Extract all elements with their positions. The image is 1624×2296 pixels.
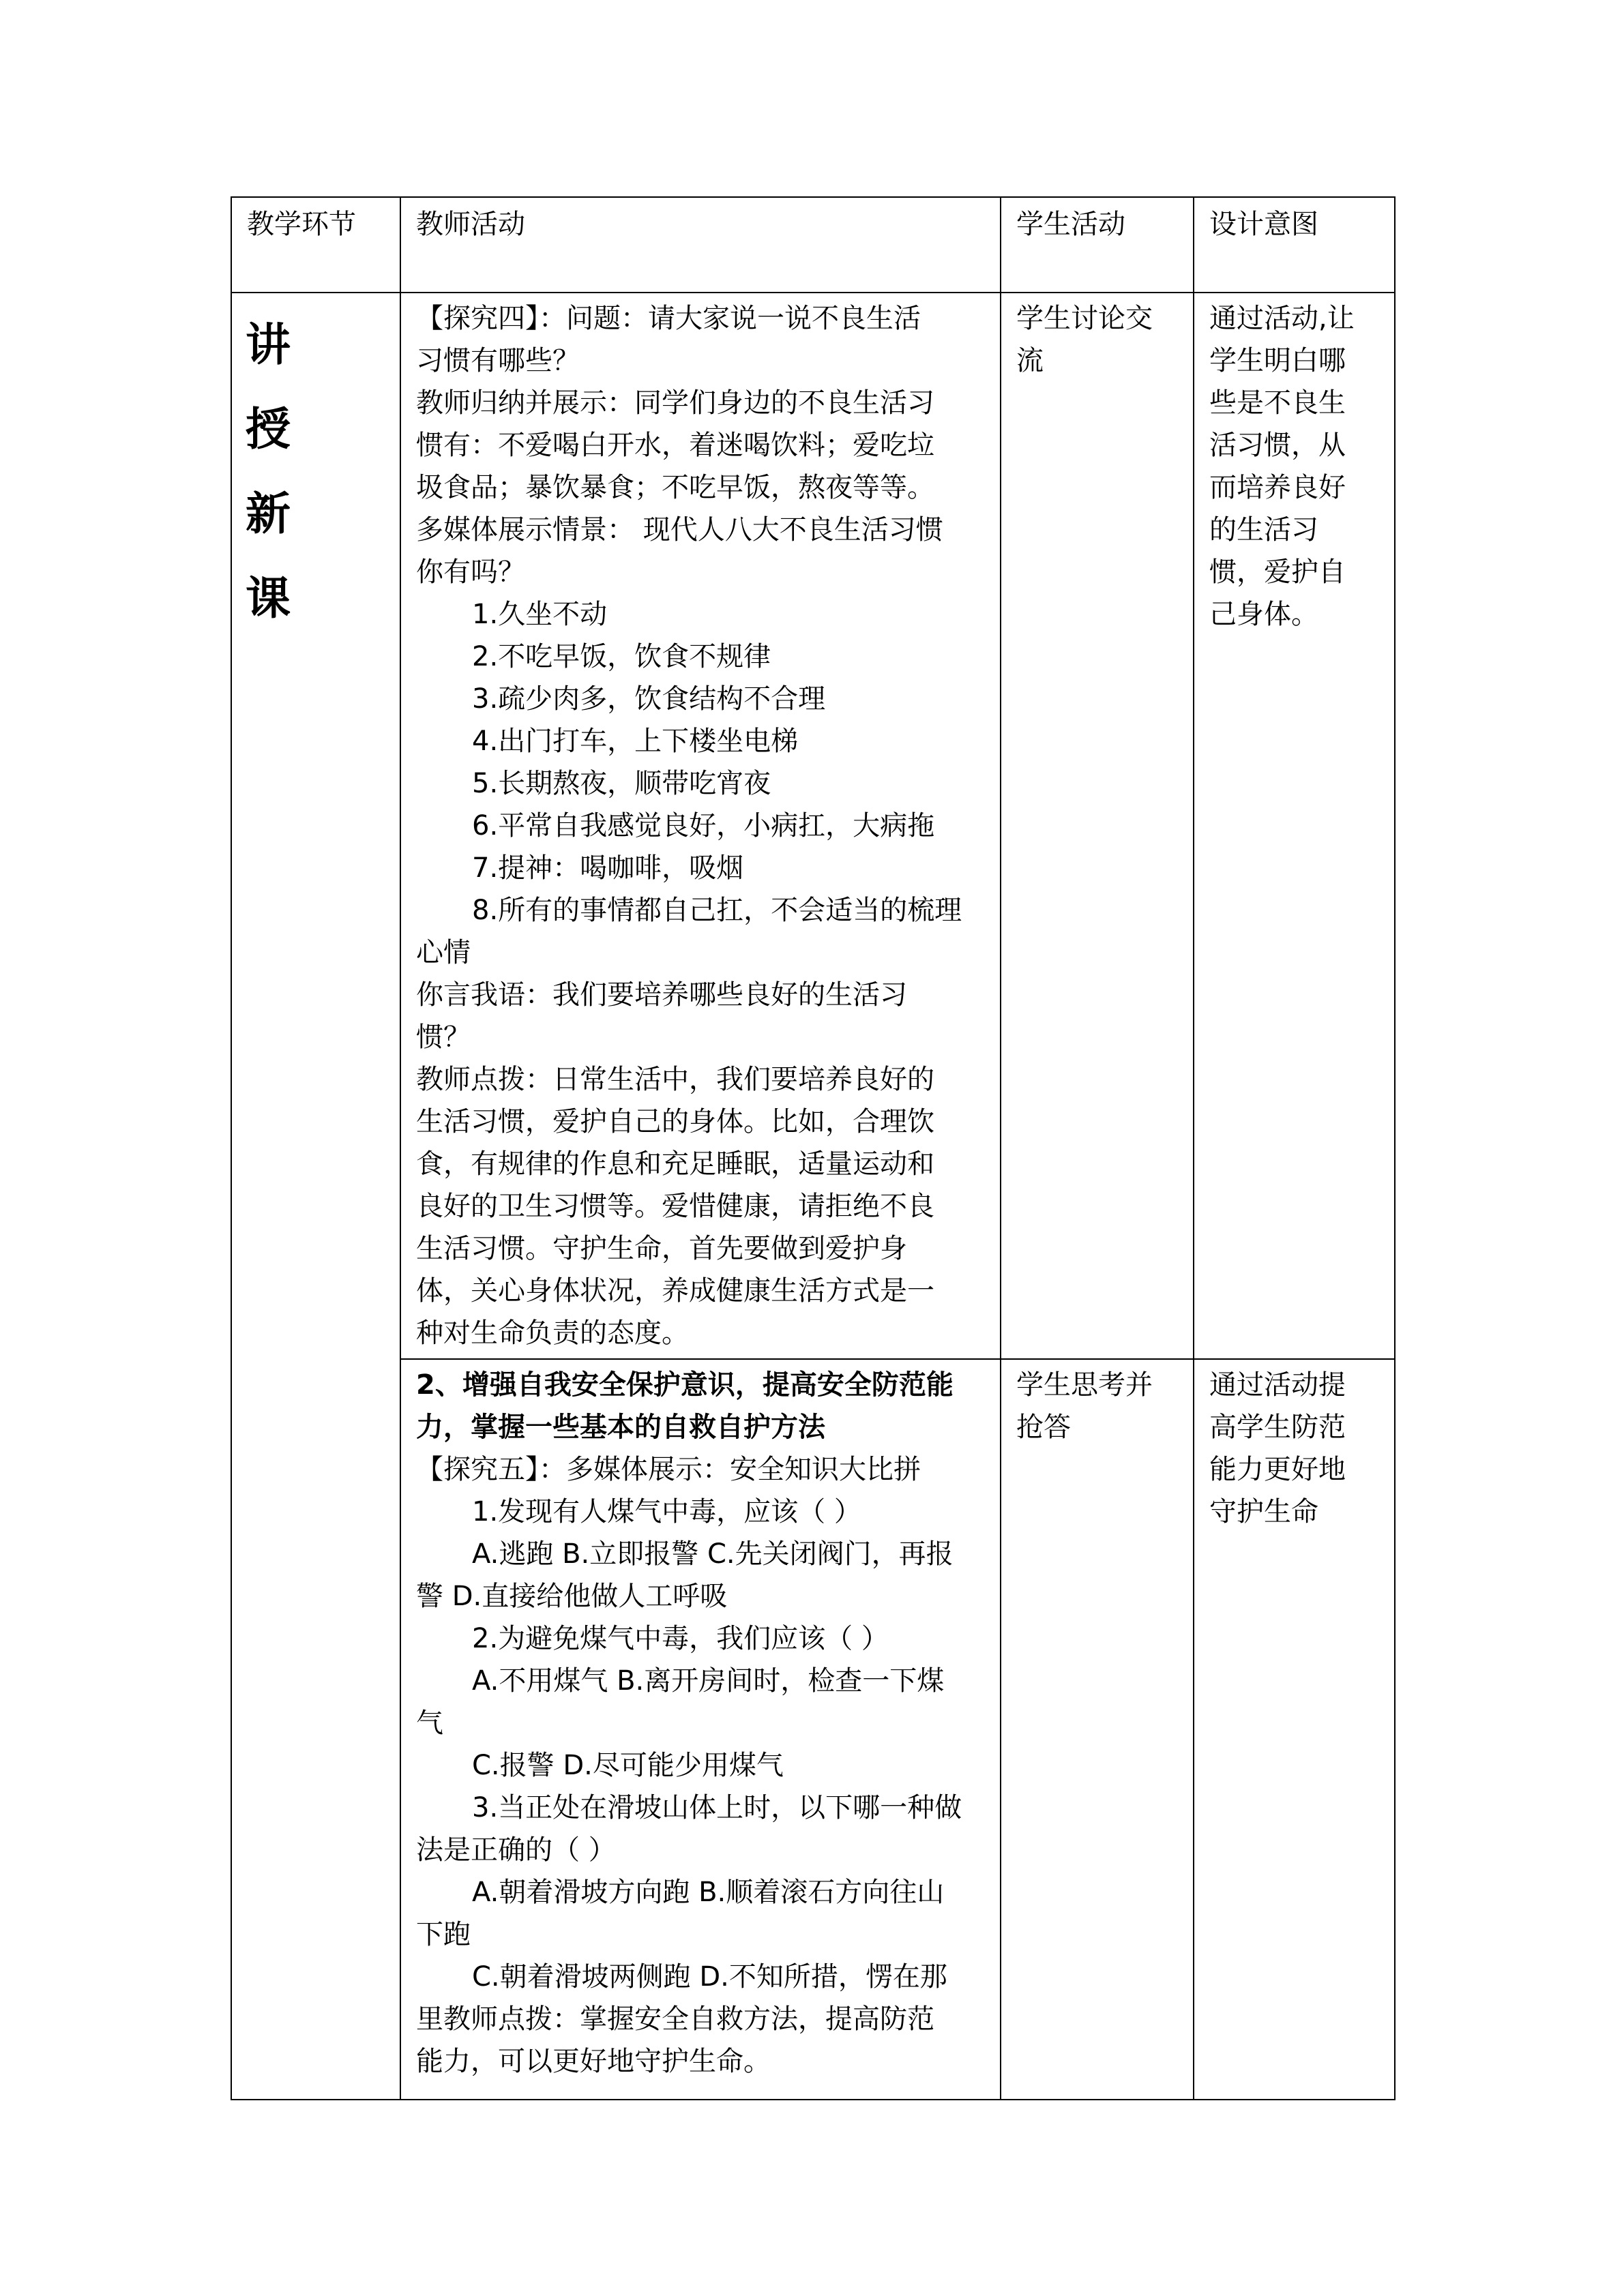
design-intent-text <box>1194 293 1394 640</box>
teacher-activity-line: 3.当正处在滑坡山体上时，以下哪一种做 <box>472 1792 962 1823</box>
design-intent-line: 惯，爱护自 <box>1209 556 1346 588</box>
teacher-activity-line: 2、增强自我安全保护意识，提高安全防范能 <box>416 1369 954 1401</box>
header-stage: 教学环节 <box>247 209 356 240</box>
header-cell-stage <box>231 197 400 293</box>
teacher-activity-line: 8.所有的事情都自己扛，不会适当的梳理 <box>472 895 962 926</box>
teacher-activity-line: 良好的卫生习惯等。爱惜健康，请拒绝不良 <box>416 1191 934 1222</box>
teacher-activity-line: 教师点拨：日常生活中，我们要培养良好的 <box>416 1064 934 1095</box>
teacher-activity-text <box>401 293 1000 1358</box>
teacher-activity-line: 1.发现有人煤气中毒，应该（ ） <box>472 1496 861 1527</box>
teacher-activity-cell <box>400 293 1001 1359</box>
design-intent-line: 活习惯，从 <box>1209 430 1346 461</box>
teacher-activity-line: 气 <box>416 1708 443 1739</box>
design-intent-line: 而培养良好 <box>1209 472 1346 503</box>
student-activity-text <box>1001 1360 1193 1452</box>
teacher-activity-line: 你言我语：我们要培养哪些良好的生活习 <box>416 979 907 1011</box>
teacher-activity-line: A.逃跑 B.立即报警 C.先关闭阀门，再报 <box>472 1538 954 1570</box>
header-cell-teacher <box>400 197 1001 293</box>
student-activity-text <box>1001 293 1193 386</box>
student-activity-line: 抢答 <box>1016 1412 1071 1443</box>
header-cell-student <box>1001 197 1194 293</box>
teacher-activity-line: A.不用煤气 B.离开房间时，检查一下煤 <box>472 1665 945 1697</box>
student-activity-line: 学生思考并 <box>1016 1369 1153 1401</box>
design-intent-cell <box>1194 1359 1395 2100</box>
section-title-line: 新 课 <box>246 488 307 625</box>
section-cell <box>231 293 400 2100</box>
student-activity-cell <box>1001 293 1194 1359</box>
teacher-activity-cell <box>400 1359 1001 2100</box>
design-intent-line: 能力更好地 <box>1209 1454 1346 1485</box>
teacher-activity-line: 7.提神：喝咖啡，吸烟 <box>472 852 744 884</box>
table-row <box>231 1359 1395 2100</box>
teacher-activity-line: 6.平常自我感觉良好，小病扛，大病拖 <box>472 810 935 841</box>
teacher-activity-line: 多媒体展示情景： 现代人八大不良生活习惯 <box>416 514 943 546</box>
teacher-activity-line: 力，掌握一些基本的自救自护方法 <box>416 1412 825 1443</box>
design-intent-line: 通过活动,让 <box>1209 303 1355 334</box>
teacher-activity-line: 【探究五】：多媒体展示：安全知识大比拼 <box>416 1454 921 1485</box>
teacher-activity-line: 种对生命负责的态度。 <box>416 1317 689 1349</box>
header-teacher-activity: 教师活动 <box>416 209 525 240</box>
teacher-activity-line: 惯有：不爱喝白开水，着迷喝饮料；爱吃垃 <box>416 430 934 461</box>
design-intent-line: 些是不良生 <box>1209 387 1346 419</box>
header-cell-intent <box>1194 197 1395 293</box>
teacher-activity-line: 2.为避免煤气中毒，我们应该（ ） <box>472 1623 889 1654</box>
student-activity-line: 学生讨论交 <box>1016 303 1153 334</box>
design-intent-line: 的生活习 <box>1209 514 1318 546</box>
teacher-activity-line: A.朝着滑坡方向跑 B.顺着滚石方向往山 <box>472 1877 945 1908</box>
teacher-activity-line: 生活习惯，爱护自己的身体。比如，合理饮 <box>416 1106 934 1137</box>
section-title-line: 讲 授 <box>246 318 307 456</box>
teacher-activity-line: 你有吗？ <box>416 556 525 588</box>
teacher-activity-line: 能力，可以更好地守护生命。 <box>416 2046 771 2077</box>
student-activity-line: 流 <box>1016 345 1044 376</box>
teacher-activity-line: 4.出门打车，上下楼坐电梯 <box>472 726 799 757</box>
teacher-activity-text <box>401 1360 1000 2087</box>
teacher-activity-line: 教师归纳并展示：同学们身边的不良生活习 <box>416 387 934 419</box>
design-intent-line: 守护生命 <box>1209 1496 1318 1527</box>
header-design-intent: 设计意图 <box>1209 209 1318 240</box>
design-intent-line: 学生明白哪 <box>1209 345 1346 376</box>
design-intent-line: 高学生防范 <box>1209 1412 1346 1443</box>
teacher-activity-line: 习惯有哪些？ <box>416 345 580 376</box>
teacher-activity-line: 2.不吃早饭，饮食不规律 <box>472 641 771 672</box>
lesson-plan-table <box>231 196 1396 2100</box>
design-intent-text <box>1194 1360 1394 1537</box>
teacher-activity-line: 警 D.直接给他做人工呼吸 <box>416 1581 728 1612</box>
teacher-activity-line: 食，有规律的作息和充足睡眠，适量运动和 <box>416 1148 934 1180</box>
teacher-activity-line: 体，关心身体状况，养成健康生活方式是一 <box>416 1275 934 1307</box>
student-activity-cell <box>1001 1359 1194 2100</box>
header-row <box>231 197 1395 293</box>
teacher-activity-line: 【探究四】：问题：请大家说一说不良生活 <box>416 303 921 334</box>
teacher-activity-line: 1.久坐不动 <box>472 599 608 630</box>
teacher-activity-line: 惯？ <box>416 1022 471 1053</box>
design-intent-cell <box>1194 293 1395 1359</box>
teacher-activity-line: 下跑 <box>416 1919 471 1950</box>
design-intent-line: 通过活动提 <box>1209 1369 1346 1401</box>
teacher-activity-line: 心情 <box>416 937 471 968</box>
teacher-activity-line: 圾食品；暴饮暴食；不吃早饭，熬夜等等。 <box>416 472 934 503</box>
teacher-activity-line: C.朝着滑坡两侧跑 D.不知所措，愣在那 <box>472 1961 947 1993</box>
design-intent-line: 己身体。 <box>1209 599 1318 630</box>
section-title <box>232 293 400 641</box>
teacher-activity-line: 5.长期熬夜，顺带吃宵夜 <box>472 768 771 799</box>
teacher-activity-line: 法是正确的（ ） <box>416 1834 616 1866</box>
header-student-activity: 学生活动 <box>1016 209 1125 240</box>
teacher-activity-line: 里教师点拨：掌握安全自救方法，提高防范 <box>416 2003 934 2035</box>
teacher-activity-line: 3.疏少肉多，饮食结构不合理 <box>472 683 826 715</box>
table-row <box>231 293 1395 1359</box>
teacher-activity-line: 生活习惯。守护生命，首先要做到爱护身 <box>416 1233 907 1264</box>
teacher-activity-line: C.报警 D.尽可能少用煤气 <box>472 1750 784 1781</box>
